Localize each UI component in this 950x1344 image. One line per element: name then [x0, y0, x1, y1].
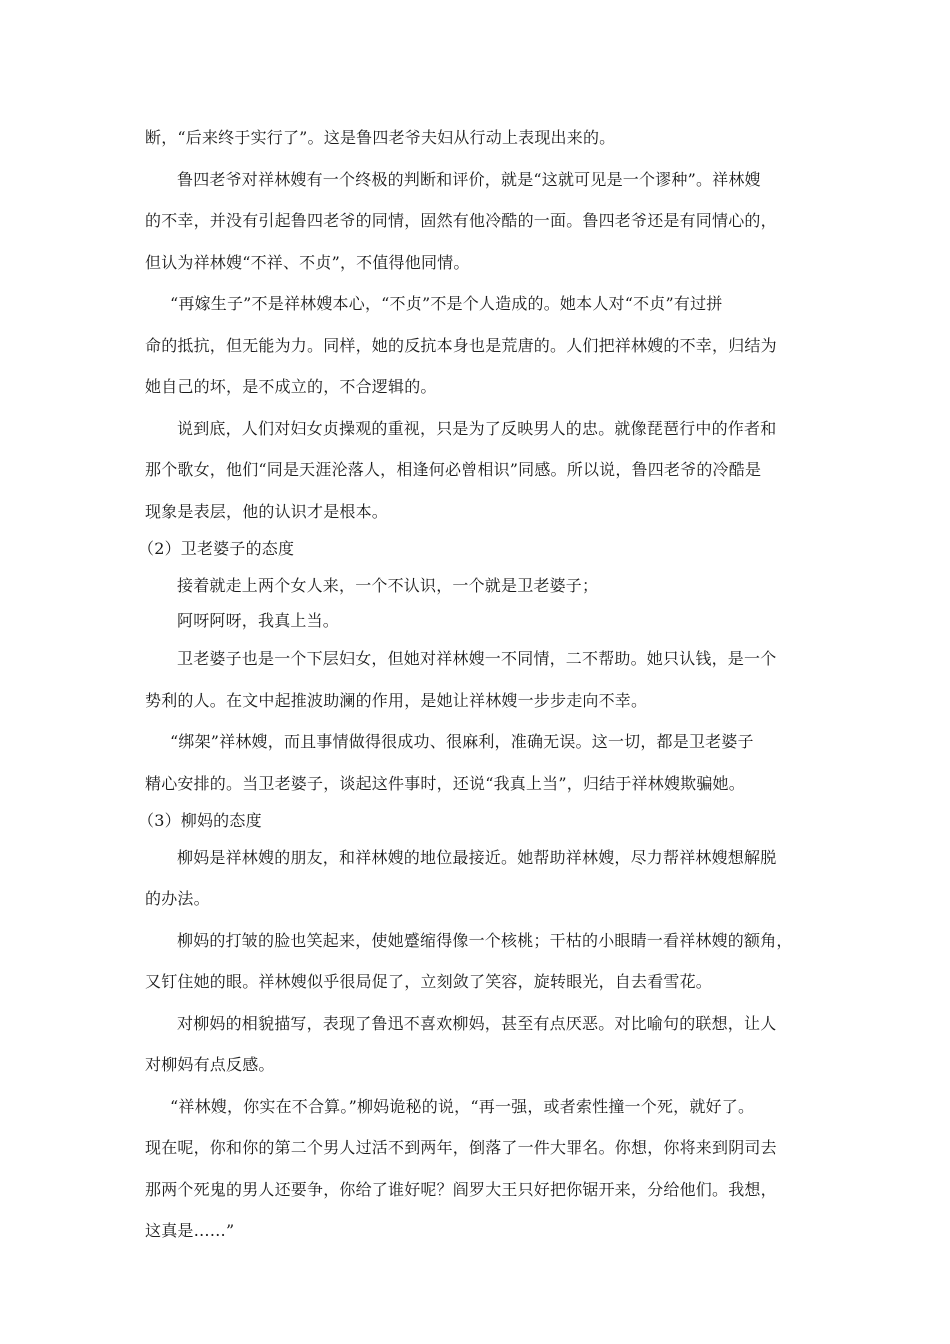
text-line: 那个歌女，他们“同是天涯沦落人，相逢何必曾相识”同感。所以说，鲁四老爷的冷酷是: [145, 460, 762, 479]
text-line: 这真是……”: [145, 1221, 235, 1240]
text-line: 的办法。: [145, 889, 210, 908]
text-line: 现在呢，你和你的第二个男人过活不到两年，倒落了一件大罪名。你想，你将来到阴司去: [145, 1138, 777, 1157]
text-line: 卫老婆子也是一个下层妇女，但她对祥林嫂一不同情，二不帮助。她只认钱，是一个: [177, 649, 777, 668]
text-line: 现象是表层，他的认识才是根本。: [145, 502, 389, 521]
text-line: 她自己的坏，是不成立的，不合逻辑的。: [145, 377, 437, 396]
text-line: 那两个死鬼的男人还要争，你给了谁好呢？阎罗大王只好把你锯开来，分给他们。我想，: [145, 1180, 777, 1199]
text-line: “祥林嫂，你实在不合算。”柳妈诡秘的说，“再一强，或者索性撞一个死，就好了。: [170, 1097, 755, 1116]
text-line: 鲁四老爷对祥林嫂有一个终极的判断和评价，就是“这就可见是一个谬种”。祥林嫂: [177, 170, 761, 189]
text-line: 柳妈的打皱的脸也笑起来，使她蹙缩得像一个核桃；干枯的小眼睛一看祥林嫂的额角，: [177, 931, 793, 950]
text-line: 又钉住她的眼。祥林嫂似乎很局促了，立刻敛了笑容，旋转眼光，自去看雪花。: [145, 972, 713, 991]
text-line: 阿呀阿呀，我真上当。: [177, 611, 340, 630]
text-line: 对柳妈有点反感。: [145, 1055, 275, 1074]
section-heading: （2）卫老婆子的态度: [138, 539, 295, 558]
text-line: 柳妈是祥林嫂的朋友，和祥林嫂的地位最接近。她帮助祥林嫂，尽力帮祥林嫂想解脱: [177, 848, 777, 867]
text-line: 说到底，人们对妇女贞操观的重视，只是为了反映男人的忠。就像琵琶行中的作者和: [177, 419, 777, 438]
section-heading: （3）柳妈的态度: [138, 811, 262, 830]
text-line: 断，“后来终于实行了”。这是鲁四老爷夫妇从行动上表现出来的。: [145, 128, 616, 147]
text-line: 但认为祥林嫂“不祥、不贞”，不值得他同情。: [145, 253, 470, 272]
text-line: “再嫁生子”不是祥林嫂本心，“不贞”不是个人造成的。她本人对“不贞”有过拼: [170, 294, 723, 313]
text-line: 精心安排的。当卫老婆子，谈起这件事时，还说“我真上当”，归结于祥林嫂欺骗她。: [145, 774, 745, 793]
text-line: 接着就走上两个女人来，一个不认识，一个就是卫老婆子；: [177, 576, 599, 595]
text-line: 的不幸，并没有引起鲁四老爷的同情，固然有他冷酷的一面。鲁四老爷还是有同情心的，: [145, 211, 777, 230]
text-line: “绑架”祥林嫂，而且事情做得很成功、很麻利，准确无误。这一切，都是卫老婆子: [170, 732, 754, 751]
text-line: 命的抵抗，但无能为力。同样，她的反抗本身也是荒唐的。人们把祥林嫂的不幸，归结为: [145, 336, 777, 355]
text-line: 对柳妈的相貌描写，表现了鲁迅不喜欢柳妈，甚至有点厌恶。对比喻句的联想，让人: [177, 1014, 777, 1033]
text-line: 势利的人。在文中起推波助澜的作用，是她让祥林嫂一步步走向不幸。: [145, 691, 648, 710]
